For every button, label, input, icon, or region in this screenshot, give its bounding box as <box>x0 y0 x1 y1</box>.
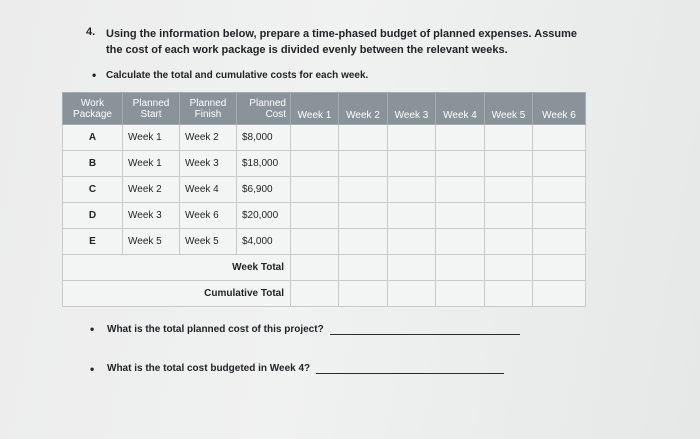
cell-week-4[interactable] <box>436 177 485 203</box>
cell-start: Week 3 <box>123 203 180 229</box>
cell-week-6[interactable] <box>533 203 586 229</box>
cell-week-2[interactable] <box>339 255 388 281</box>
bullet-icon: • <box>92 68 97 82</box>
header-week-5: Week 5 <box>485 93 533 125</box>
header-week-3: Week 3 <box>388 93 436 125</box>
week-total-label: Week Total <box>63 255 291 281</box>
cell-week-4[interactable] <box>436 203 485 229</box>
cell-week-3[interactable] <box>388 151 436 177</box>
cell-cost: $18,000 <box>237 151 291 177</box>
cell-week-5[interactable] <box>485 151 533 177</box>
cell-cost: $6,900 <box>237 177 291 203</box>
cumulative-total-row <box>63 281 586 307</box>
header-week-1: Week 1 <box>291 93 339 125</box>
cell-week-3[interactable] <box>388 203 436 229</box>
cell-week-2[interactable] <box>339 203 388 229</box>
cell-week-2[interactable] <box>339 281 388 307</box>
cell-start: Week 2 <box>123 177 180 203</box>
budget-table <box>62 92 586 307</box>
cell-week-1[interactable] <box>291 255 339 281</box>
table-row <box>63 151 586 177</box>
cell-week-5[interactable] <box>485 203 533 229</box>
cell-week-2[interactable] <box>339 151 388 177</box>
cell-week-3[interactable] <box>388 177 436 203</box>
header-work-package: Work Package <box>63 93 123 125</box>
table-row <box>63 203 586 229</box>
cell-start: Week 5 <box>123 229 180 255</box>
cell-week-3[interactable] <box>388 125 436 151</box>
cell-package: B <box>63 151 123 177</box>
header-week-6: Week 6 <box>533 93 586 125</box>
cell-finish: Week 5 <box>180 229 237 255</box>
cell-week-1[interactable] <box>291 203 339 229</box>
cumulative-total-label: Cumulative Total <box>63 281 291 307</box>
cell-week-3[interactable] <box>388 229 436 255</box>
instruction-text: Calculate the total and cumulative costs for each week. <box>106 70 369 81</box>
cell-week-6[interactable] <box>533 255 586 281</box>
bullet-icon: • <box>90 362 95 376</box>
table-header-row <box>63 93 586 125</box>
cell-start: Week 1 <box>123 125 180 151</box>
cell-week-4[interactable] <box>436 151 485 177</box>
header-week-4: Week 4 <box>436 93 485 125</box>
bullet-icon: • <box>90 322 95 336</box>
header-planned-cost: Planned Cost <box>237 93 291 125</box>
cell-week-4[interactable] <box>436 255 485 281</box>
cell-week-1[interactable] <box>291 281 339 307</box>
question-total-cost: What is the total planned cost of this project? <box>107 324 324 335</box>
cell-week-2[interactable] <box>339 177 388 203</box>
header-planned-start: Planned Start <box>123 93 180 125</box>
cell-cost: $4,000 <box>237 229 291 255</box>
cell-week-4[interactable] <box>436 125 485 151</box>
cell-package: D <box>63 203 123 229</box>
cell-finish: Week 6 <box>180 203 237 229</box>
cell-week-5[interactable] <box>485 255 533 281</box>
cell-week-6[interactable] <box>533 229 586 255</box>
table-row <box>63 177 586 203</box>
cell-week-3[interactable] <box>388 281 436 307</box>
cell-week-1[interactable] <box>291 229 339 255</box>
header-planned-finish: Planned Finish <box>180 93 237 125</box>
cell-week-6[interactable] <box>533 177 586 203</box>
answer-line-week-4-cost[interactable] <box>316 373 504 374</box>
cell-week-1[interactable] <box>291 151 339 177</box>
cell-week-1[interactable] <box>291 177 339 203</box>
question-week-4-cost: What is the total cost budgeted in Week 4? <box>107 363 311 374</box>
cell-week-4[interactable] <box>436 229 485 255</box>
cell-week-1[interactable] <box>291 125 339 151</box>
table-row <box>63 229 586 255</box>
cell-package: A <box>63 125 123 151</box>
cell-week-5[interactable] <box>485 229 533 255</box>
cell-week-3[interactable] <box>388 255 436 281</box>
cell-package: C <box>63 177 123 203</box>
cell-finish: Week 4 <box>180 177 237 203</box>
cell-week-5[interactable] <box>485 281 533 307</box>
cell-finish: Week 3 <box>180 151 237 177</box>
cell-week-5[interactable] <box>485 125 533 151</box>
week-total-row <box>63 255 586 281</box>
cell-package: E <box>63 229 123 255</box>
cell-week-5[interactable] <box>485 177 533 203</box>
cell-week-4[interactable] <box>436 281 485 307</box>
question-number: 4. <box>86 26 96 38</box>
cell-week-6[interactable] <box>533 281 586 307</box>
cell-finish: Week 2 <box>180 125 237 151</box>
answer-line-total-cost[interactable] <box>330 334 520 335</box>
table-row <box>63 125 586 151</box>
cell-start: Week 1 <box>123 151 180 177</box>
cell-week-6[interactable] <box>533 151 586 177</box>
cell-cost: $20,000 <box>237 203 291 229</box>
cell-week-6[interactable] <box>533 125 586 151</box>
question-text: Using the information below, prepare a time-phased budget of planned expenses. Assume the cost of each work package is divided evenly between the relevant weeks. <box>106 28 578 56</box>
cell-week-2[interactable] <box>339 125 388 151</box>
header-week-2: Week 2 <box>339 93 388 125</box>
cell-week-2[interactable] <box>339 229 388 255</box>
cell-cost: $8,000 <box>237 125 291 151</box>
